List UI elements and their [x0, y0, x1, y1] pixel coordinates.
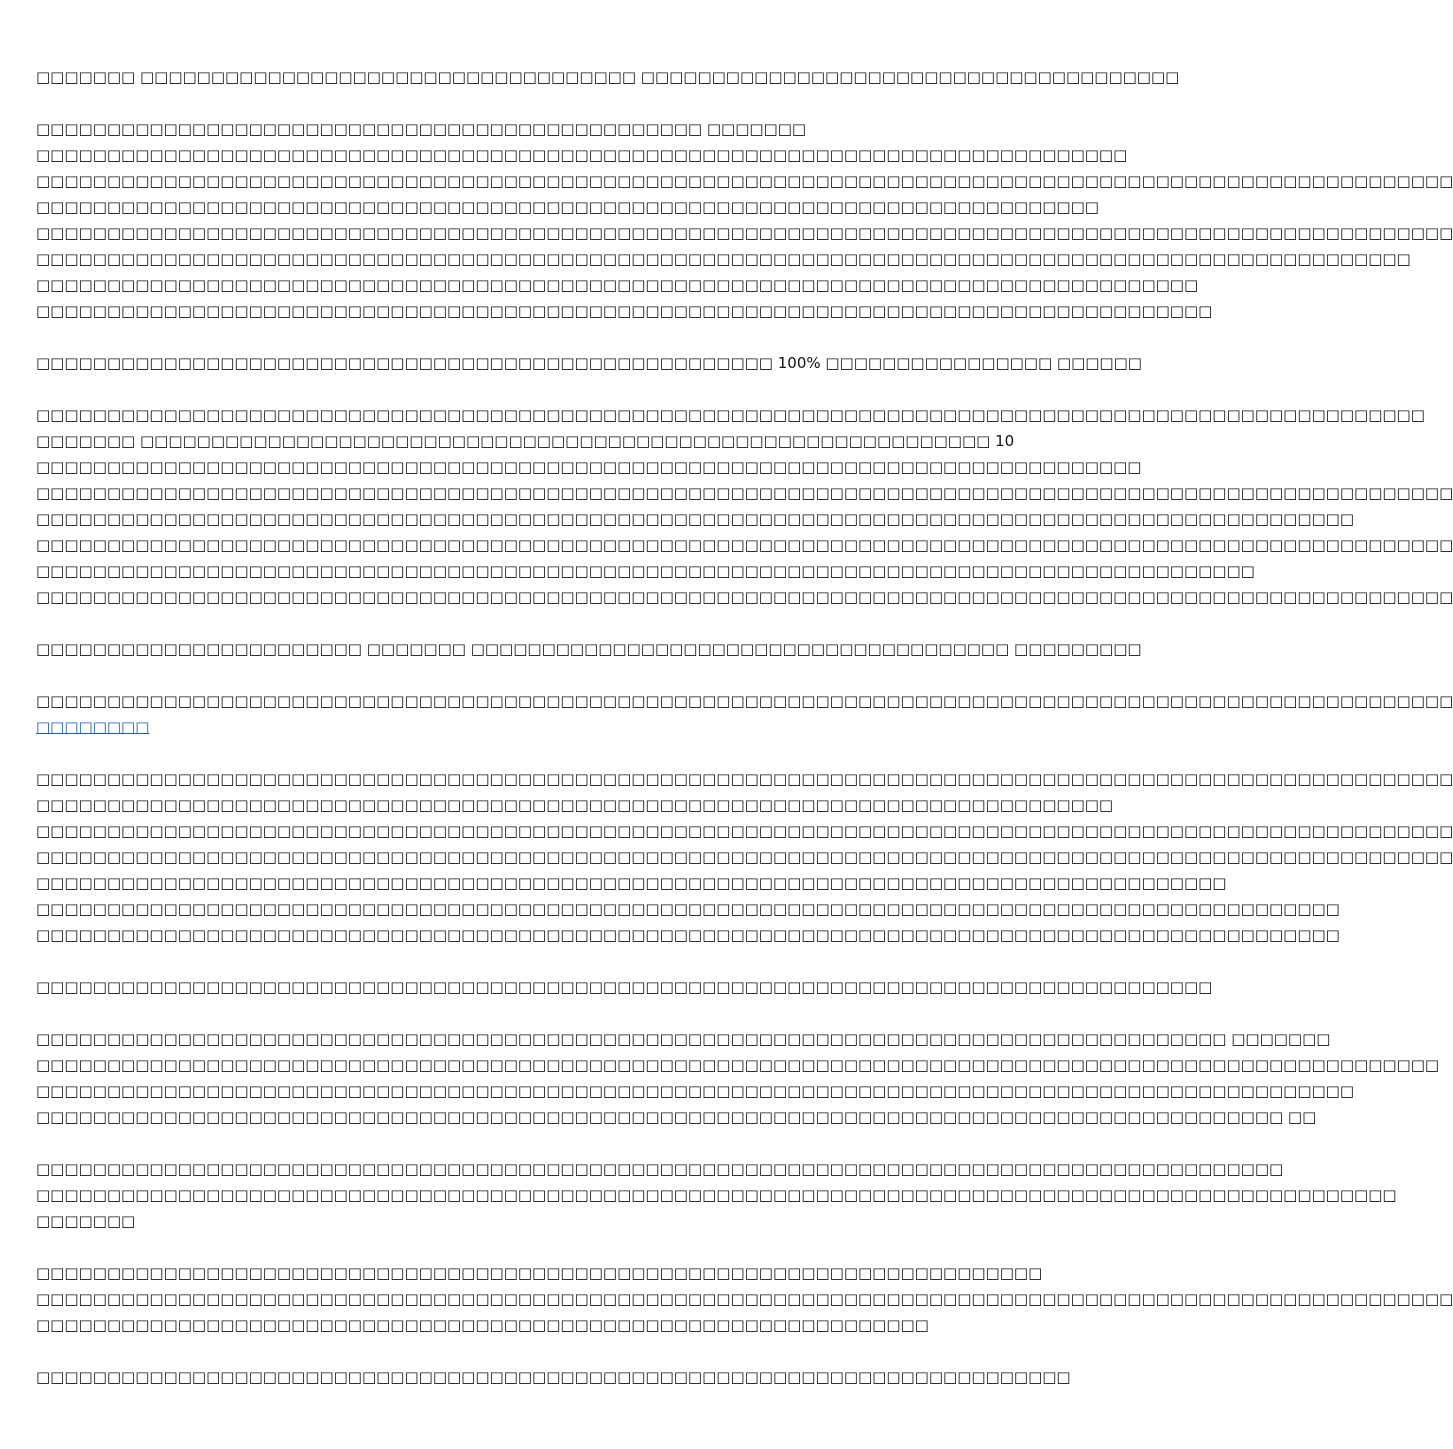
text-line: □□□□□□□ □□□□□□□□□□□□□□□□□□□□□□□□□□□□□□□□□□□□□□□□□□□□□□□□□□□□□□□□□□□□ 10: [36, 432, 1015, 450]
paragraph: [36, 1364, 1071, 1390]
text-line: □□□□□□□□□□□□□□□□□□□□□□□□□□□□□□□□□□□□□□□□□□□□□□□□□□□□□□□□□□□□□□□□□□□□□□□□□□□□□□□□□□: [36, 276, 1199, 294]
text-line: □□□□□□□□□□□□□□□□□□□□□□□□□□□□□□□□□□□□□□□□□□□□□□□□□□□□□□□□□□□□□□□□□□□□□□□□□□□□□□□□□□□□□□□□ □□: [36, 1108, 1317, 1126]
text-line: □□□□□□□□□□□□□□□□□□□□□□□□□□□□□□□□□□□□□□□□□□□□□□□□□□□□□□□□□□□□□□□□□□□□□□□□□□□□□□□□□□□□□□: [36, 562, 1255, 580]
paragraph: [36, 1026, 1440, 1130]
paragraph: [36, 1260, 1453, 1338]
text-line: □□□□□□□□□□□□□□□□□□□□□□□□□□□□□□□□□□□□□□□□□□□□□□□□□□□□□□□□□□□□□□□□□□□□□□□□□□□□□□□□□□□: [36, 978, 1213, 996]
text-line: □□□□□□□: [36, 1212, 136, 1230]
text-line: □□□□□□□□□□□□□□□□□□□□□□□□□□□□□□□□□□□□□□□□□□□□□□□□□□□□□□□□□□□□□□□□□□□□□□□□□□□□□□□□□□□□□□□□□□□□□□□□□□□□: [36, 848, 1453, 866]
paragraph: [36, 636, 1142, 662]
document-body: [36, 64, 1453, 1416]
text-line: □□□□□□□□□□□□□□□□□□□□□□□□□□□□□□□□□□□□□□□□□□□□□□□□□□□□□□□□□□□□□□□□□□□□□□□□□□□□□□□□□□□□□□□□□□□□□□□□□□□□: [36, 1290, 1453, 1308]
text-line: □□□□□□□□□□□□□□□□□□□□□□□□□□□□□□□□□□□□□□□□□□□□□□□□□□□□□□□□□□□□□□□□□□□□□□□□□□□□□□□□□□□□□□□□□□□□□: [36, 1082, 1355, 1100]
text-line: □□□□□□□□□□□□□□□□□□□□□□□□□□□□□□□□□□□□□□□□□□□□□□□□□□□□□□□□□□□□□□□□□□□□□□□□□□□□□□□□□□□: [36, 302, 1213, 320]
paragraph: [36, 116, 1453, 324]
text-line: □□□□□□□□□□□□□□□□□□□□□□□□□□□□□□□□□□□□□□□□□□□□□□□□□□□□□□□□□□□□□□□□□□□□□□□□□□□□□□□□□□□□□□□□□□□□: [36, 926, 1340, 944]
text-line: □□□□□□□□□□□□□□□□□□□□□□□□□□□□□□□□□□□□□□□□□□□□□□□□□□□□□□□□□□□□□□□□□□□□□□□□□□□□: [36, 796, 1114, 814]
text-line: □□□□□□□ □□□□□□□□□□□□□□□□□□□□□□□□□□□□□□□□□□□ □□□□□□□□□□□□□□□□□□□□□□□□□□□□□□□□□□□□□□: [36, 68, 1180, 86]
paragraph: [36, 402, 1453, 610]
paragraph: [36, 1156, 1397, 1234]
text-line: □□□□□□□□□□□□□□□□□□□□□□□□□□□□□□□□□□□□□□□□□□□□□□□□□□□□□□□□□□□□□□□□□□□□□□□□□□□□□□□□□□□□: [36, 874, 1227, 892]
paragraph: [36, 350, 1142, 376]
text-line: □□□□□□□□□□□□□□□□□□□□□□□□□□□□□□□□□□□□□□□□□□□□□□□□□□□□□□□□□□□□□□□□□□□□□□□□□□□□□□□□□□□□□□□□□□□□□□□□□□□□: [36, 588, 1453, 606]
text-line: □□□□□□□□□□□□□□□□□□□□□□□□□□□□□□□□□□□□□□□□□□□□□□□□□□□□□□□□□□□□□□□□□□□□□□□□□□□□□□□□□□□□ □□□□□□□: [36, 1030, 1331, 1048]
text-line: □□□□□□□□□□□□□□□□□□□□□□□□□□□□□□□□□□□□□□□□□□□□□□□□□□□□□□□□□□□□□□□□□□□□□□□□□□□□□□□□□□□□□□□□□□□□□: [36, 510, 1355, 528]
inline-link[interactable]: □□□□□□□□: [36, 718, 150, 736]
text-line: □□□□□□□□□□□□□□□□□□□□□□□□□□□□□□□□□□□□□□□□□□□□□□□□□□□□□□□□□□□□□□□□□□□□□□□□□□□□□□□□□□□□□□□□□□□□□□□□□□□□: [36, 172, 1453, 190]
paragraph: [36, 766, 1453, 948]
text-line: □□□□□□□□□□□□□□□□□□□□□□□□□□□□□□□□□□□□□□□□□□□□□□□□□□□□□□□□□□□□□□□□□□□□□□□□□□□□□□□□□□□□□□□□□□□□□□□□□□□□: [36, 484, 1453, 502]
paragraph: [36, 974, 1213, 1000]
link-line: [36, 714, 992, 740]
paragraph: [36, 64, 1180, 90]
text-line: □□□□□□□□□□□□□□□□□□□□□□□□□□□□□□□□□□□□□□□□□□□□□□□□□□□□□□□□□□□□□□□□□□□□□□□□□□□□□□□□□□□□□□□□□□□□□□□□: [36, 1186, 1397, 1204]
text-line: □□□□□□□□□□□□□□□□□□□□□□□□□□□□□□□□□□□□□□□□□□□□□□□ □□□□□□□: [36, 120, 807, 138]
text-line: □□□□□□□□□□□□□□□□□□□□□□□□□□□□□□□□□□□□□□□□□□□□□□□□□□□□□□□□□□□□□□□: [36, 1316, 929, 1334]
text-line: □□□□□□□□□□□□□□□□□□□□□□□□□□□□□□□□□□□□□□□□□□□□□□□□□□□□□□□□□□□□□□□□□□□□□□□□□□□□□□□□□□□□□□□□: [36, 1160, 1284, 1178]
text-line: □□□□□□□□□□□□□□□□□□□□□□□□□□□□□□□□□□□□□□□□□□□□□□□□□□□□□□□□□□□□□□□□□□□□□□□□□: [36, 1368, 1071, 1386]
text-line: □□□□□□□□□□□□□□□□□□□□□□□□□□□□□□□□□□□□□□□□□□□□□□□□□□□□□□□□□□□□□□□□□□□□□□□□□□□□□□□□□□□□□□□□□□□□: [36, 900, 1340, 918]
text-line: □□□□□□□□□□□□□□□□□□□□□□□□□□□□□□□□□□□□□□□□□□□□□□□□□□□□□□□□□□□□□□□□□□□□□□□: [36, 1264, 1043, 1282]
text-line: □□□□□□□□□□□□□□□□□□□□□□□□□□□□□□□□□□□□□□□□□□□□□□□□□□□□□□□□□□□□□□□□□□□□□□□□□□□□□□□□□□□□□□□□□□□□□□□□□□: [36, 406, 1425, 424]
text-line: □□□□□□□□□□□□□□□□□□□□□□□ □□□□□□□ □□□□□□□□□□□□□□□□□□□□□□□□□□□□□□□□□□□□□□ □□□□□□□□□: [36, 640, 1142, 658]
text-line: □□□□□□□□□□□□□□□□□□□□□□□□□□□□□□□□□□□□□□□□□□□□□□□□□□□□□□□□□□□□□□□□□□□□□□□□□□□□□□□□□□□□□□□□□□□□□□□□□□□□: [36, 692, 1453, 710]
text-line: □□□□□□□□□□□□□□□□□□□□□□□□□□□□□□□□□□□□□□□□□□□□□□□□□□□□□□□□□□□□□□□□□□□□□□□□□□□□□□□□□□□□□□□□□□□□□□□□□□□□: [36, 822, 1453, 840]
paragraph: [36, 688, 1453, 740]
text-line: □□□□□□□□□□□□□□□□□□□□□□□□□□□□□□□□□□□□□□□□□□□□□□□□□□□□□□□□□□□□□□□□□□□□□□□□□□□□□□□□□□□□□□□□□□□□□□□□□□□□: [36, 224, 1453, 242]
text-line: □□□□□□□□□□□□□□□□□□□□□□□□□□□□□□□□□□□□□□□□□□□□□□□□□□□□□□□□□□□□□□□□□□□□□□□□□□□□□□□□□□□□□□□□□□□□□□□□□□□□: [36, 536, 1453, 554]
text-line: □□□□□□□□□□□□□□□□□□□□□□□□□□□□□□□□□□□□□□□□□□□□□□□□□□□□□□□□□□□□□□□□□□□□□□□□□□□□□: [36, 146, 1128, 164]
text-line: □□□□□□□□□□□□□□□□□□□□□□□□□□□□□□□□□□□□□□□□□□□□□□□□□□□□□□□□□□□□□□□□□□□□□□□□□□□□□□□□□□□□□□□□□□□□□□□□□□□: [36, 1056, 1440, 1074]
text-line: □□□□□□□□□□□□□□□□□□□□□□□□□□□□□□□□□□□□□□□□□□□□□□□□□□□□ 100% □□□□□□□□□□□□□□□□ □□□□□□: [36, 354, 1142, 372]
text-line: □□□□□□□□□□□□□□□□□□□□□□□□□□□□□□□□□□□□□□□□□□□□□□□□□□□□□□□□□□□□□□□□□□□□□□□□□□□□□□: [36, 458, 1142, 476]
text-line: □□□□□□□□□□□□□□□□□□□□□□□□□□□□□□□□□□□□□□□□□□□□□□□□□□□□□□□□□□□□□□□□□□□□□□□□□□□□□□□□□□□□□□□□□□□□□□□□□: [36, 250, 1411, 268]
text-line: □□□□□□□□□□□□□□□□□□□□□□□□□□□□□□□□□□□□□□□□□□□□□□□□□□□□□□□□□□□□□□□□□□□□□□□□□□□□□□□□□□□□□□□□□□□□□□□□□□□□: [36, 770, 1453, 788]
text-line: □□□□□□□□□□□□□□□□□□□□□□□□□□□□□□□□□□□□□□□□□□□□□□□□□□□□□□□□□□□□□□□□□□□□□□□□□□□: [36, 198, 1099, 216]
